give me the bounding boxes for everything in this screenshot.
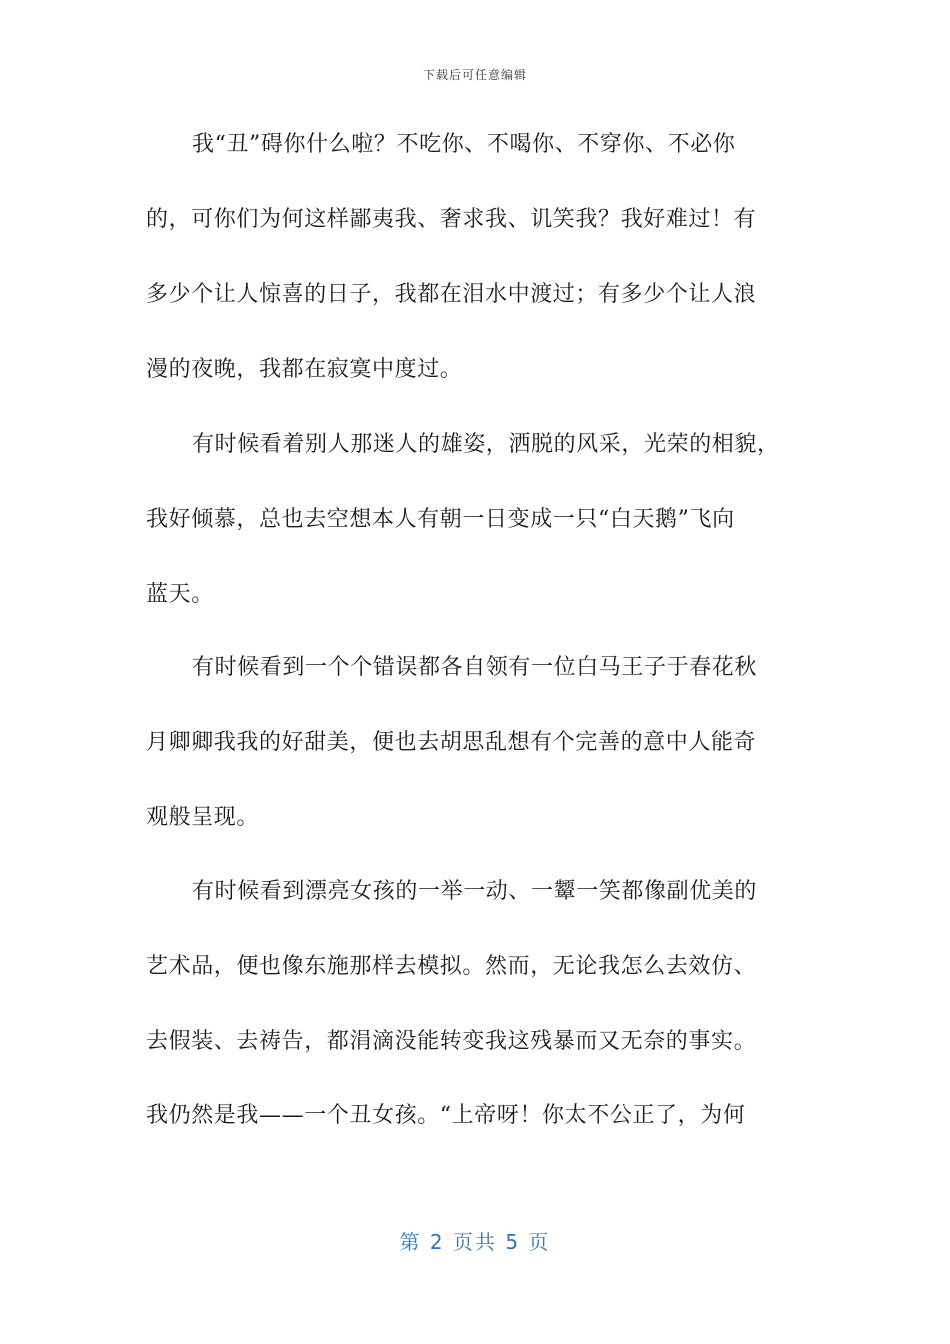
text-line: 有时候看到一个个错误都各自领有一位白马王子于春花秋 — [192, 655, 758, 680]
text-line: 有时候看着别人那迷人的雄姿，洒脱的风采，光荣的相貌， — [192, 432, 780, 457]
text-line: 观般呈现。 — [146, 805, 260, 830]
text-line: 有时候看到漂亮女孩的一举一动、一颦一笑都像副优美的 — [192, 879, 758, 904]
text-line: 我仍然是我——一个丑女孩。“上帝呀！你太不公正了，为何 — [146, 1103, 746, 1128]
text-line: 月卿卿我我的好甜美，便也去胡思乱想有个完善的意中人能奇 — [146, 730, 757, 755]
text-line: 我好倾慕，总也去空想本人有朝一日变成一只“白天鹅”飞向 — [146, 507, 735, 532]
page-number-footer: 第 2 页共 5 页 — [399, 1230, 551, 1254]
text-line: 去假装、去祷告，都涓滴没能转变我这残暴而又无奈的事实。 — [146, 1029, 757, 1054]
text-line: 漫的夜晚，我都在寂寞中度过。 — [146, 357, 463, 382]
text-line: 的，可你们为何这样鄙夷我、奢求我、讥笑我？我好难过！有 — [146, 207, 757, 232]
text-line: 多少个让人惊喜的日子，我都在泪水中渡过；有多少个让人浪 — [146, 282, 757, 307]
text-line: 我“丑”碍你什么啦？不吃你、不喝你、不穿你、不必你 — [192, 132, 736, 157]
text-line: 蓝天。 — [146, 582, 214, 607]
text-line: 艺术品，便也像东施那样去模拟。然而，无论我怎么去效仿、 — [146, 954, 757, 979]
page-header-note: 下载后可任意编辑 — [422, 68, 527, 82]
